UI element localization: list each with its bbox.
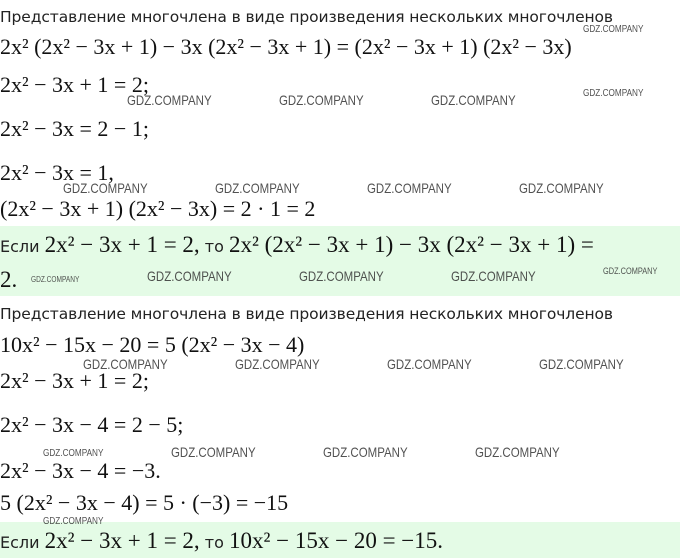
watermark: GDZ.COMPANY: [235, 356, 320, 372]
watermark: GDZ.COMPANY: [539, 356, 624, 372]
watermark: GDZ.COMPANY: [279, 92, 364, 108]
section2-line-4: 2x² − 3x − 4 = −3.: [0, 458, 161, 483]
watermark: GDZ.COMPANY: [475, 444, 560, 460]
watermark: GDZ.COMPANY: [83, 356, 168, 372]
section1-line-5: (2x² − 3x + 1) (2x² − 3x) = 2 · 1 = 2: [0, 196, 316, 221]
answer2-result: 10x² − 15x − 20 = −15.: [228, 528, 444, 553]
watermark: GDZ.COMPANY: [171, 444, 256, 460]
section1-answer: [0, 226, 680, 296]
section2-line-2: 2x² − 3x + 1 = 2;: [0, 368, 149, 393]
answer2-if: Если: [0, 533, 40, 552]
watermark: GDZ.COMPANY: [583, 88, 644, 99]
section2-heading: Представление многочлена в виде произведения нескольких многочленов: [0, 305, 613, 323]
watermark: GDZ.COMPANY: [451, 268, 536, 284]
watermark: GDZ.COMPANY: [299, 268, 384, 284]
watermark: GDZ.COMPANY: [147, 268, 232, 284]
watermark: GDZ.COMPANY: [367, 180, 452, 196]
section1-line-1: 2x² (2x² − 3x + 1) − 3x (2x² − 3x + 1) = (2x² − 3x + 1) (2x² − 3x): [0, 34, 572, 59]
watermark: GDZ.COMPANY: [323, 444, 408, 460]
answer2-then: то: [204, 533, 224, 552]
answer2-condition: 2x² − 3x + 1 = 2,: [44, 528, 200, 553]
watermark: GDZ.COMPANY: [43, 448, 104, 459]
watermark: GDZ.COMPANY: [63, 180, 148, 196]
section1-line-3: 2x² − 3x = 2 − 1;: [0, 116, 149, 141]
answer1-result: 2x² (2x² − 3x + 1) − 3x (2x² − 3x + 1) =: [228, 232, 594, 257]
watermark: GDZ.COMPANY: [583, 24, 644, 35]
watermark: GDZ.COMPANY: [127, 92, 212, 108]
section1-line-2: 2x² − 3x + 1 = 2;: [0, 72, 149, 97]
watermark: GDZ.COMPANY: [215, 180, 300, 196]
section2-line-1: 10x² − 15x − 20 = 5 (2x² − 3x − 4): [0, 332, 305, 357]
watermark: GDZ.COMPANY: [387, 356, 472, 372]
watermark: GDZ.COMPANY: [43, 516, 104, 527]
section1-line-4: 2x² − 3x = 1,: [0, 160, 114, 185]
section1-heading: Представление многочлена в виде произведения нескольких многочленов: [0, 8, 613, 26]
answer1-then: то: [204, 237, 224, 256]
answer1-result-tail: 2.: [0, 267, 18, 292]
watermark: GDZ.COMPANY: [431, 92, 516, 108]
section2-answer: [0, 522, 680, 558]
answer1-condition: 2x² − 3x + 1 = 2,: [44, 232, 200, 257]
watermark: GDZ.COMPANY: [519, 180, 604, 196]
answer1-if: Если: [0, 237, 40, 256]
watermark: GDZ.COMPANY: [31, 275, 80, 284]
watermark: GDZ.COMPANY: [603, 266, 658, 276]
section2-line-5: 5 (2x² − 3x − 4) = 5 · (−3) = −15: [0, 490, 289, 515]
section2-line-3: 2x² − 3x − 4 = 2 − 5;: [0, 412, 184, 437]
